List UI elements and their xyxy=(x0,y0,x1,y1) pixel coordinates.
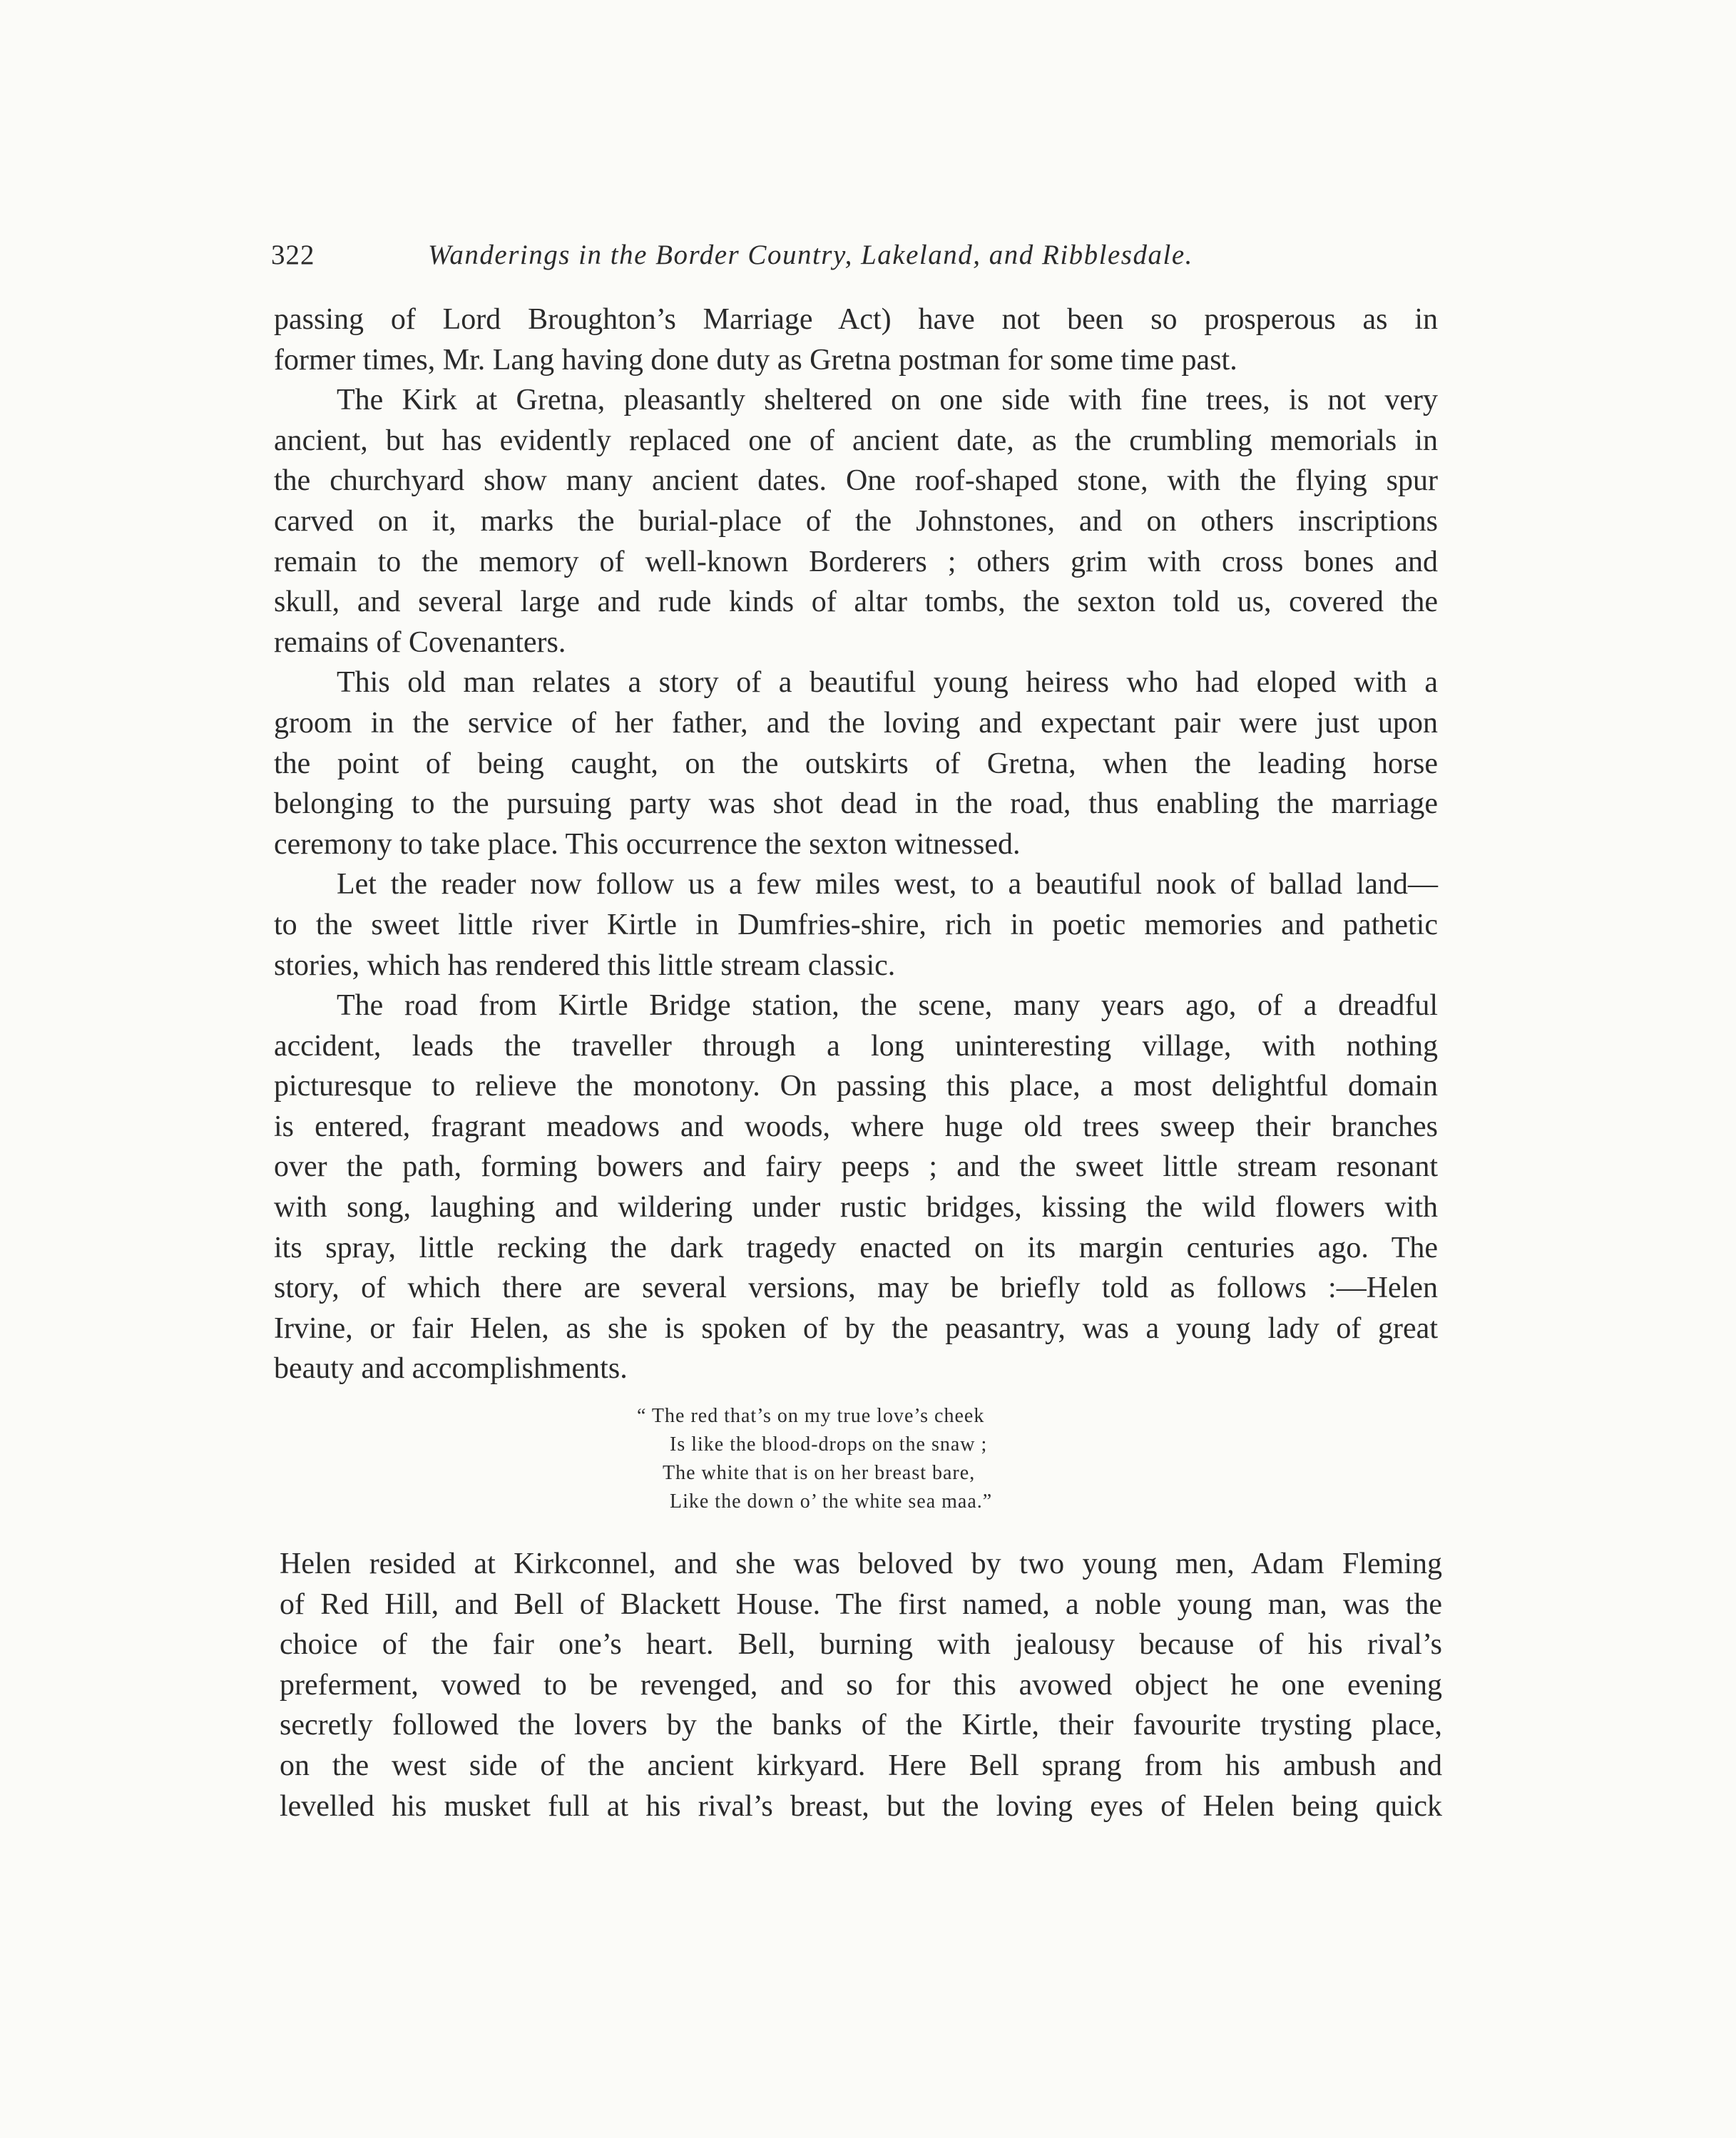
text-line: former times, Mr. Lang having done duty as Gretna postman for some time past. xyxy=(274,343,1237,377)
text-line: Helen resided at Kirkconnel, and she was beloved by two young men, Adam Fleming xyxy=(280,1548,1442,1580)
page-number: 322 xyxy=(271,240,315,270)
text-line: remains of Covenanters. xyxy=(274,625,566,659)
text-line: ceremony to take place. This occurrence the sexton witnessed. xyxy=(274,827,1021,861)
poem-line: “ The red that’s on my true love’s cheek xyxy=(637,1405,985,1427)
text-line: stories, which has rendered this little stream classic. xyxy=(274,948,896,982)
text-line: groom in the service of her father, and the loving and expectant pair were just upon xyxy=(274,706,1438,740)
ballad-quote xyxy=(637,1402,992,1516)
text-line: carved on it, marks the burial-place of the Johnstones, and on others inscriptions xyxy=(274,504,1438,538)
text-line: of Red Hill, and Bell of Blackett House. The first named, a noble young man, was the xyxy=(280,1587,1442,1621)
text-line: The road from Kirtle Bridge station, the scene, many years ago, of a dreadful xyxy=(337,989,1438,1023)
text-line: remain to the memory of well-known Borderers ; others grim with cross bones and xyxy=(274,545,1438,578)
text-line: on the west side of the ancient kirkyard. Here Bell sprang from his ambush and xyxy=(280,1749,1442,1782)
page-header xyxy=(271,234,1441,277)
text-line: story, of which there are several versions, may be briefly told as follows :—Helen xyxy=(274,1272,1438,1305)
body-text xyxy=(274,300,1438,1389)
text-line: choice of the fair one’s heart. Bell, burning with jealousy because of his rival’s xyxy=(280,1628,1442,1662)
text-line: its spray, little recking the dark tragedy enacted on its margin centuries ago. The xyxy=(274,1231,1438,1264)
text-line: with song, laughing and wildering under rustic bridges, kissing the wild flowers with xyxy=(274,1191,1438,1224)
text-line: skull, and several large and rude kinds of altar tombs, the sexton told us, covered the xyxy=(274,585,1438,619)
text-line: The Kirk at Gretna, pleasantly sheltered on one side with fine trees, is not very xyxy=(337,384,1438,417)
text-line: the point of being caught, on the outskirts of Gretna, when the leading horse xyxy=(274,747,1438,780)
text-line: ancient, but has evidently replaced one of ancient date, as the crumbling memorials in xyxy=(274,424,1438,457)
text-line: passing of Lord Broughton’s Marriage Act) have not been so prosperous as in xyxy=(274,303,1438,336)
body-text-continued xyxy=(280,1544,1442,1826)
text-line: is entered, fragrant meadows and woods, where huge old trees sweep their branches xyxy=(274,1110,1438,1143)
text-line: accident, leads the traveller through a long uninteresting village, with nothing xyxy=(274,1029,1438,1063)
text-line: the churchyard show many ancient dates. One roof-shaped stone, with the flying spur xyxy=(274,464,1438,498)
text-line: picturesque to relieve the monotony. On passing this place, a most delightful domain xyxy=(274,1070,1438,1103)
text-line: This old man relates a story of a beautiful young heiress who had eloped with a xyxy=(337,666,1438,700)
poem-line: Like the down o’ the white sea maa.” xyxy=(670,1490,993,1513)
text-line: levelled his musket full at his rival’s breast, but the loving eyes of Helen being quick xyxy=(280,1789,1442,1823)
text-line: over the path, forming bowers and fairy peeps ; and the sweet little stream resonant xyxy=(274,1150,1438,1184)
text-line: preferment, vowed to be revenged, and so for this avowed object he one evening xyxy=(280,1668,1442,1702)
text-line: beauty and accomplishments. xyxy=(274,1352,628,1386)
text-line: Let the reader now follow us a few miles west, to a beautiful nook of ballad land— xyxy=(337,868,1438,901)
text-line: secretly followed the lovers by the banks of the Kirtle, their favourite trysting place, xyxy=(280,1709,1442,1742)
text-line: belonging to the pursuing party was shot dead in the road, thus enabling the marriage xyxy=(274,787,1438,821)
poem-line: The white that is on her breast bare, xyxy=(663,1462,976,1484)
text-line: Irvine, or fair Helen, as she is spoken of by the peasantry, was a young lady of great xyxy=(274,1311,1438,1345)
running-title: Wanderings in the Border Country, Lakeland, and Ribblesdale. xyxy=(428,240,1193,270)
poem-line: Is like the blood-drops on the snaw ; xyxy=(670,1433,988,1456)
text-line: to the sweet little river Kirtle in Dumfries-shire, rich in poetic memories and pathetic xyxy=(274,908,1438,941)
